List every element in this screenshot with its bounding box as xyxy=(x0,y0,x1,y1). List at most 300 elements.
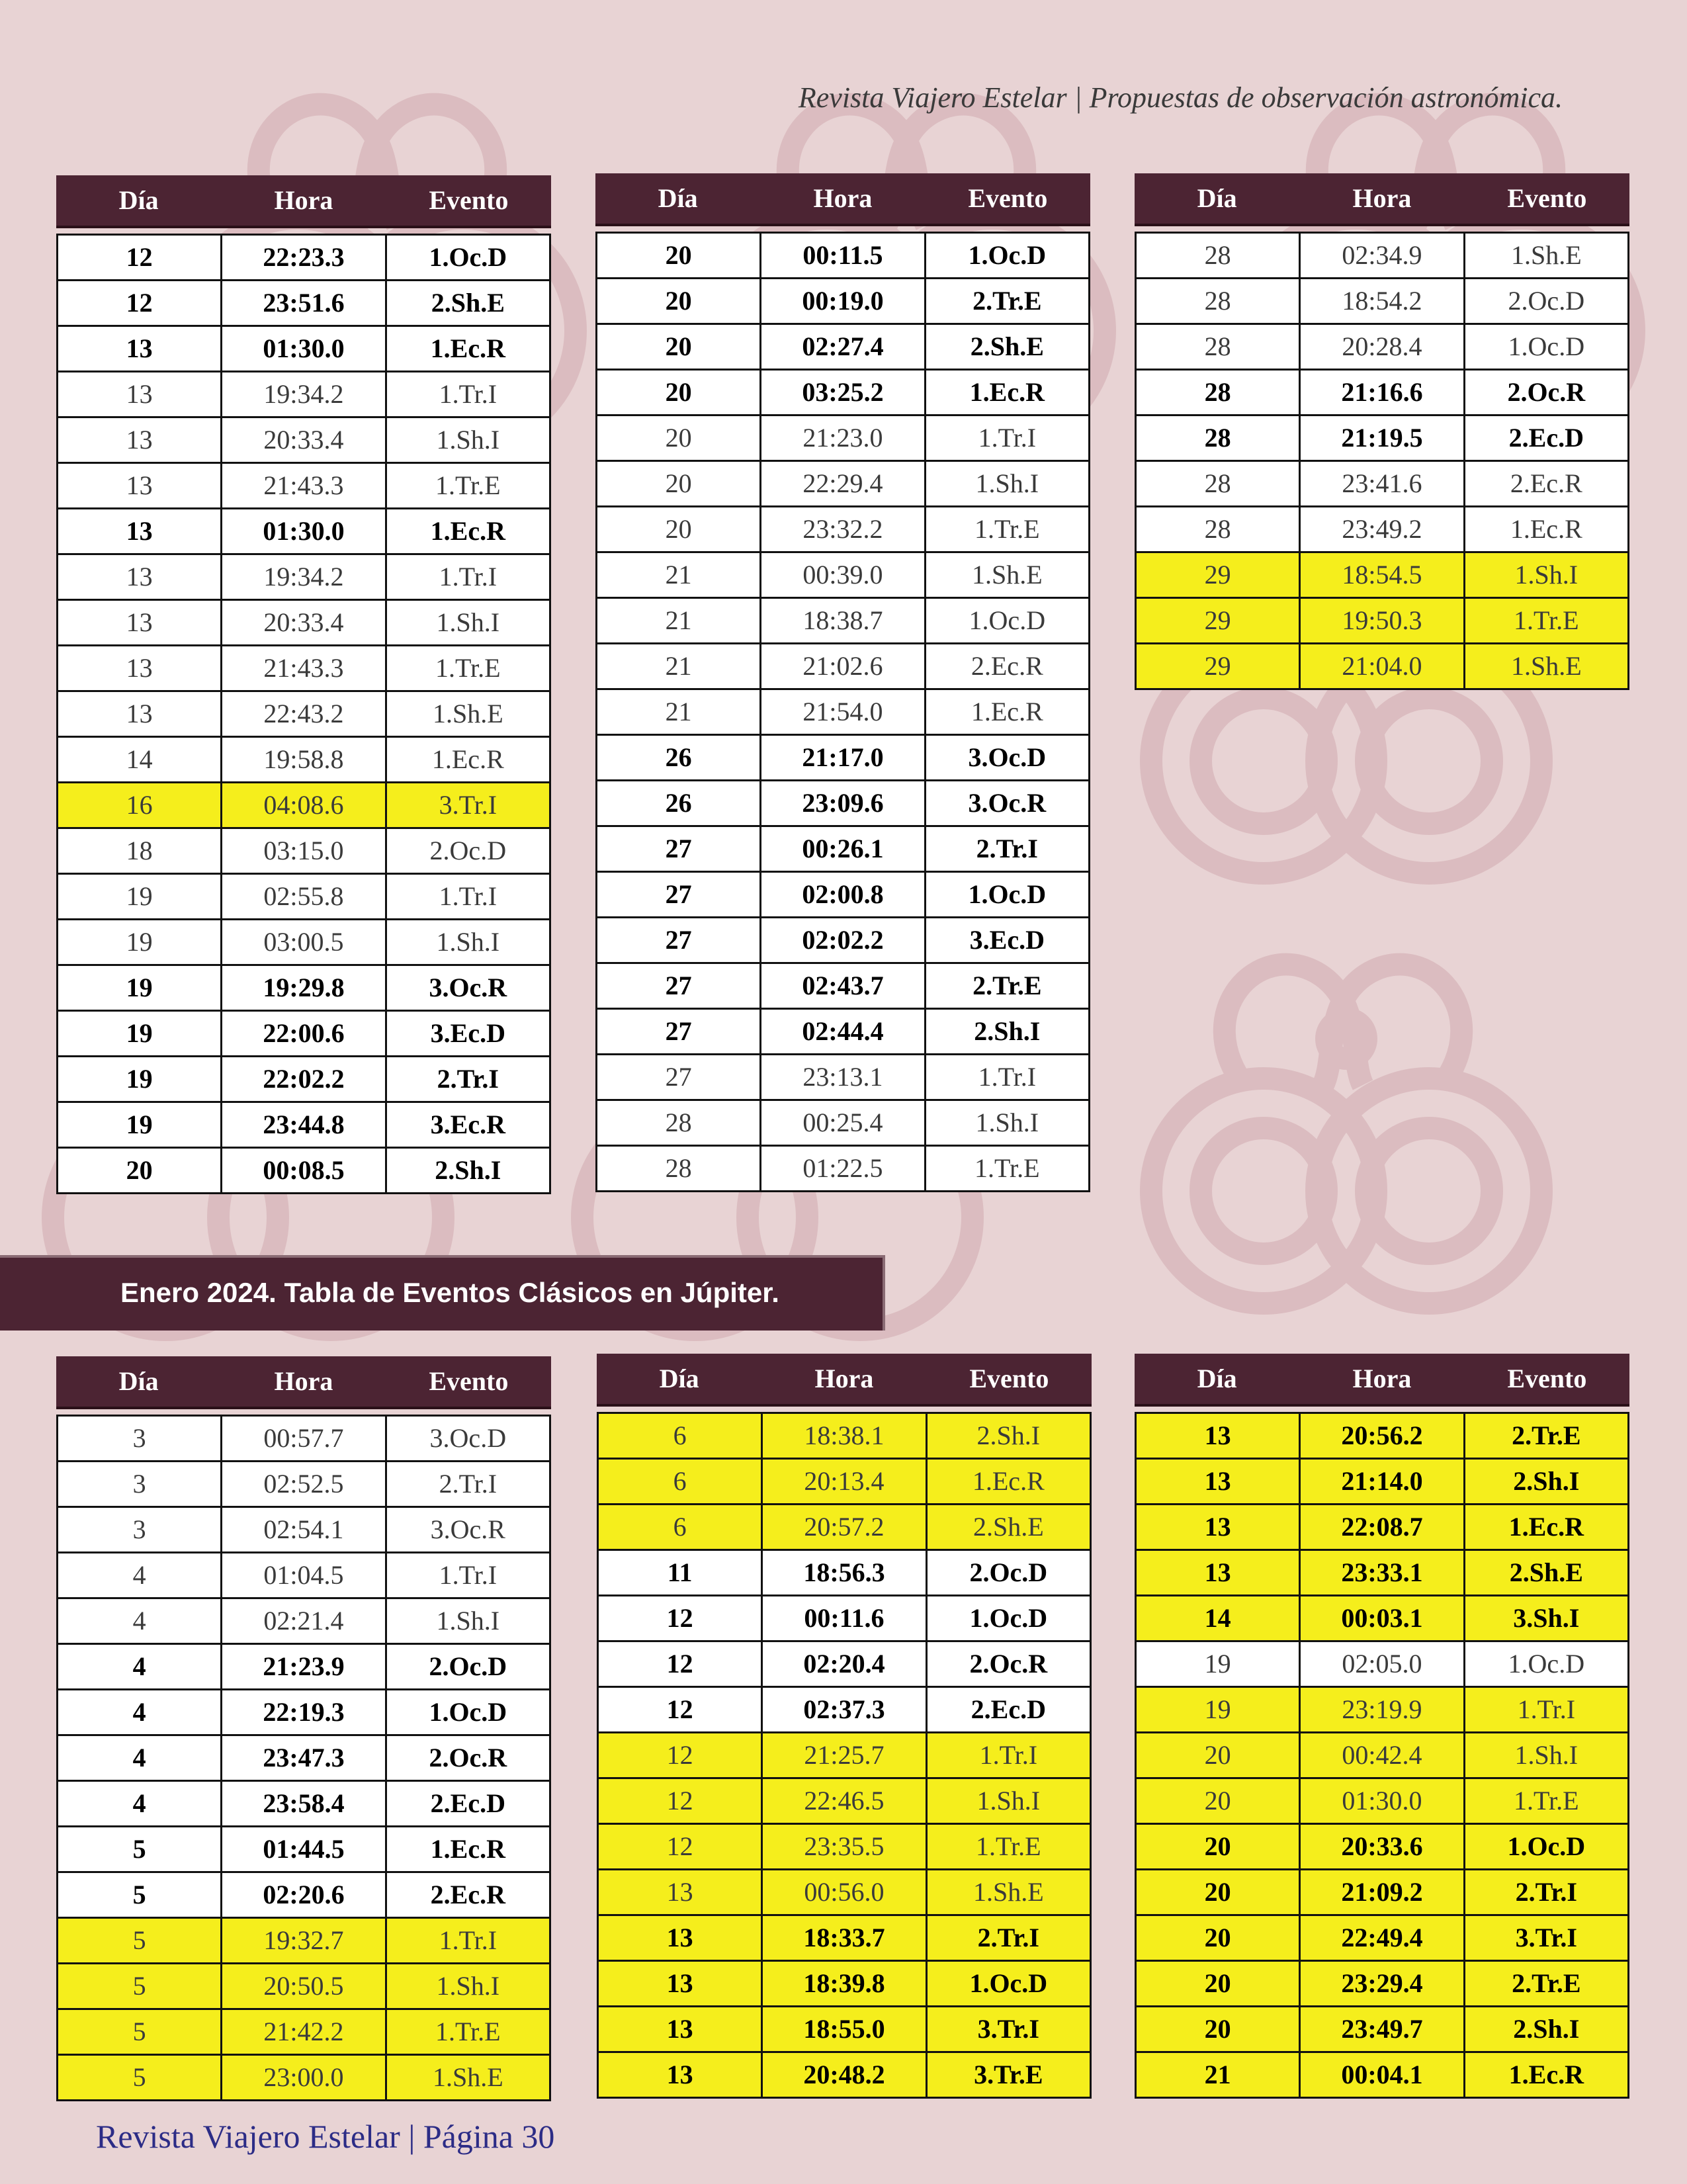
section-title-banner: Enero 2024. Tabla de Eventos Clásicos en Júpiter. xyxy=(0,1255,885,1331)
table-row xyxy=(597,736,1088,781)
event-cell: 2.Sh.E xyxy=(970,331,1044,361)
event-cell: 1.Tr.I xyxy=(978,1062,1037,1092)
day-cell: 20 xyxy=(597,234,761,277)
table-row xyxy=(1137,462,1627,507)
table-row xyxy=(1137,1460,1627,1505)
time-cell: 02:21.4 xyxy=(222,1599,386,1643)
day-cell: 12 xyxy=(58,236,222,279)
column-header: Día xyxy=(118,185,159,215)
time-cell: 19:58.8 xyxy=(222,738,386,781)
event-cell: 1.Oc.D xyxy=(1508,331,1585,361)
page-footer: Revista Viajero Estelar | Página 30 xyxy=(96,2118,555,2155)
table-row xyxy=(58,1012,549,1057)
time-cell: 01:30.0 xyxy=(222,509,386,553)
event-cell: 1.Sh.E xyxy=(971,560,1043,590)
time-cell: 23:58.4 xyxy=(222,1782,386,1825)
event-cell: 3.Oc.D xyxy=(429,1423,507,1453)
event-cell: 2.Tr.E xyxy=(973,971,1042,1000)
column-header: Evento xyxy=(1507,1364,1587,1393)
day-cell: 13 xyxy=(58,555,222,599)
time-cell: 23:44.8 xyxy=(222,1103,386,1147)
time-cell: 22:23.3 xyxy=(222,236,386,279)
time-cell: 03:25.2 xyxy=(761,371,926,414)
day-cell: 12 xyxy=(599,1825,763,1868)
table-row xyxy=(58,1599,549,1645)
table-row xyxy=(597,827,1088,873)
table-row xyxy=(1137,1551,1627,1596)
day-cell: 20 xyxy=(597,416,761,460)
table-body xyxy=(56,1415,551,2101)
event-cell: 2.Oc.R xyxy=(1507,377,1586,407)
table-row xyxy=(597,462,1088,507)
day-cell: 3 xyxy=(58,1417,222,1460)
event-cell: 1.Tr.E xyxy=(974,1153,1040,1183)
table-row xyxy=(58,1964,549,2010)
day-cell: 26 xyxy=(597,736,761,779)
column-header: Día xyxy=(118,1366,159,1396)
table-row xyxy=(58,1645,549,1690)
day-cell: 20 xyxy=(1137,1825,1301,1868)
day-cell: 12 xyxy=(599,1688,763,1731)
table-row xyxy=(599,1870,1090,1916)
table-row xyxy=(1137,234,1627,279)
day-cell: 29 xyxy=(1137,644,1301,688)
table-row xyxy=(58,1873,549,1919)
table-row xyxy=(599,1414,1090,1460)
day-cell: 29 xyxy=(1137,599,1301,642)
day-cell: 28 xyxy=(1137,371,1301,414)
time-cell: 21:16.6 xyxy=(1301,371,1465,414)
event-cell: 2.Ec.R xyxy=(971,651,1043,681)
day-cell: 28 xyxy=(1137,279,1301,323)
day-cell: 13 xyxy=(58,464,222,507)
table-row xyxy=(1137,1916,1627,1962)
event-cell: 2.Sh.I xyxy=(1513,1466,1580,1496)
day-cell: 21 xyxy=(597,690,761,734)
day-cell: 4 xyxy=(58,1690,222,1734)
day-cell: 13 xyxy=(58,601,222,644)
event-cell: 3.Oc.R xyxy=(968,788,1047,818)
day-cell: 6 xyxy=(599,1414,763,1458)
time-cell: 20:13.4 xyxy=(763,1460,927,1503)
table-row xyxy=(58,920,549,966)
table-row xyxy=(58,509,549,555)
event-cell: 1.Ec.R xyxy=(969,377,1045,407)
event-cell: 1.Tr.I xyxy=(978,423,1037,453)
time-cell: 21:02.6 xyxy=(761,644,926,688)
table-row xyxy=(597,644,1088,690)
time-cell: 18:54.5 xyxy=(1301,553,1465,597)
table-row xyxy=(1137,2007,1627,2053)
column-header: Día xyxy=(1197,183,1237,213)
event-cell: 1.Oc.D xyxy=(429,1697,507,1727)
day-cell: 20 xyxy=(58,1149,222,1192)
event-cell: 1.Tr.I xyxy=(979,1740,1038,1770)
table-row xyxy=(1137,1688,1627,1733)
event-cell: 1.Tr.E xyxy=(1514,605,1579,635)
time-cell: 00:56.0 xyxy=(763,1870,927,1914)
table-row xyxy=(58,601,549,646)
day-cell: 20 xyxy=(597,462,761,505)
event-cell: 1.Tr.E xyxy=(976,1831,1041,1861)
table-header xyxy=(1135,1354,1629,1404)
table-row xyxy=(1137,371,1627,416)
event-cell: 3.Oc.R xyxy=(429,973,507,1002)
event-cell: 2.Ec.R xyxy=(1510,468,1582,498)
table-row xyxy=(1137,1962,1627,2007)
time-cell: 00:11.5 xyxy=(761,234,926,277)
table-row xyxy=(58,738,549,783)
event-cell: 2.Tr.I xyxy=(977,1923,1039,1952)
time-cell: 21:43.3 xyxy=(222,464,386,507)
time-cell: 18:56.3 xyxy=(763,1551,927,1594)
table-row xyxy=(58,1057,549,1103)
time-cell: 22:46.5 xyxy=(763,1779,927,1823)
event-cell: 3.Ec.R xyxy=(430,1110,505,1139)
event-cell: 1.Ec.R xyxy=(972,1466,1045,1496)
table-body xyxy=(595,232,1090,1192)
table-row xyxy=(597,325,1088,371)
day-cell: 20 xyxy=(597,507,761,551)
table-row xyxy=(597,1101,1088,1147)
event-cell: 1.Sh.I xyxy=(436,607,500,637)
table-row xyxy=(597,371,1088,416)
day-cell: 20 xyxy=(1137,1870,1301,1914)
table-row xyxy=(1137,1733,1627,1779)
time-cell: 03:15.0 xyxy=(222,829,386,873)
event-cell: 2.Oc.D xyxy=(429,1651,507,1681)
table-row xyxy=(58,1149,549,1194)
time-cell: 02:37.3 xyxy=(763,1688,927,1731)
event-cell: 2.Oc.D xyxy=(1508,286,1585,316)
table-body xyxy=(56,234,551,1194)
day-cell: 13 xyxy=(58,372,222,416)
time-cell: 21:43.3 xyxy=(222,646,386,690)
day-cell: 21 xyxy=(597,599,761,642)
time-cell: 02:52.5 xyxy=(222,1462,386,1506)
table-row xyxy=(597,599,1088,644)
event-cell: 1.Tr.I xyxy=(439,1560,497,1590)
day-cell: 4 xyxy=(58,1736,222,1780)
table-row xyxy=(58,1417,549,1462)
day-cell: 13 xyxy=(599,1870,763,1914)
table-row xyxy=(597,1055,1088,1101)
time-cell: 00:03.1 xyxy=(1301,1596,1465,1640)
table-row xyxy=(58,1736,549,1782)
day-cell: 28 xyxy=(1137,507,1301,551)
day-cell: 27 xyxy=(597,918,761,962)
day-cell: 13 xyxy=(58,418,222,462)
event-cell: 1.Oc.D xyxy=(969,1603,1048,1633)
table-row xyxy=(1137,1825,1627,1870)
table-row xyxy=(58,2010,549,2056)
table-row xyxy=(597,1147,1088,1192)
day-cell: 20 xyxy=(597,371,761,414)
table-row xyxy=(1137,1870,1627,1916)
day-cell: 16 xyxy=(58,783,222,827)
table-row xyxy=(1137,1596,1627,1642)
day-cell: 27 xyxy=(597,873,761,916)
table-header xyxy=(597,1354,1092,1404)
event-cell: 2.Oc.D xyxy=(969,1557,1048,1587)
table-row xyxy=(1137,416,1627,462)
table-row xyxy=(58,327,549,372)
column-header: Día xyxy=(658,183,698,213)
event-cell: 1.Oc.D xyxy=(1507,1831,1586,1861)
page-header: Revista Viajero Estelar | Propuestas de observación astronómica. xyxy=(798,81,1563,114)
time-cell: 20:33.4 xyxy=(222,601,386,644)
time-cell: 20:48.2 xyxy=(763,2053,927,2097)
day-cell: 13 xyxy=(1137,1551,1301,1594)
time-cell: 22:00.6 xyxy=(222,1012,386,1055)
table-row xyxy=(1137,325,1627,371)
day-cell: 13 xyxy=(58,692,222,736)
event-cell: 1.Oc.D xyxy=(968,240,1047,270)
event-cell: 2.Sh.I xyxy=(974,1016,1041,1046)
time-cell: 18:33.7 xyxy=(763,1916,927,1960)
table-row xyxy=(58,966,549,1012)
day-cell: 5 xyxy=(58,2056,222,2099)
time-cell: 02:34.9 xyxy=(1301,234,1465,277)
day-cell: 13 xyxy=(58,509,222,553)
table-row xyxy=(597,1010,1088,1055)
time-cell: 00:39.0 xyxy=(761,553,926,597)
event-cell: 1.Sh.I xyxy=(436,1971,500,2001)
table-row xyxy=(58,1508,549,1553)
time-cell: 00:11.6 xyxy=(763,1596,927,1640)
day-cell: 28 xyxy=(1137,416,1301,460)
day-cell: 13 xyxy=(599,2053,763,2097)
event-cell: 2.Sh.E xyxy=(1509,1557,1583,1587)
event-cell: 1.Oc.D xyxy=(429,242,507,272)
event-cell: 3.Tr.E xyxy=(974,2060,1043,2089)
event-cell: 2.Sh.E xyxy=(431,288,505,318)
column-header: Día xyxy=(659,1364,699,1393)
event-cell: 1.Sh.E xyxy=(432,699,503,728)
events-table-2 xyxy=(595,173,1090,1192)
event-cell: 2.Oc.D xyxy=(429,836,507,865)
table-body xyxy=(1135,232,1629,690)
table-row xyxy=(1137,1779,1627,1825)
column-header: Hora xyxy=(814,1364,874,1393)
event-cell: 2.Sh.I xyxy=(435,1155,501,1185)
event-cell: 1.Ec.R xyxy=(431,744,504,774)
day-cell: 20 xyxy=(1137,1733,1301,1777)
time-cell: 23:51.6 xyxy=(222,281,386,325)
table-row xyxy=(1137,507,1627,553)
event-cell: 1.Ec.R xyxy=(1510,514,1582,544)
time-cell: 23:29.4 xyxy=(1301,1962,1465,2005)
day-cell: 6 xyxy=(599,1460,763,1503)
day-cell: 13 xyxy=(599,2007,763,2051)
table-row xyxy=(597,873,1088,918)
events-table-6 xyxy=(1135,1354,1629,2099)
table-row xyxy=(58,1782,549,1827)
day-cell: 6 xyxy=(599,1505,763,1549)
day-cell: 4 xyxy=(58,1782,222,1825)
table-row xyxy=(1137,2053,1627,2099)
time-cell: 18:38.7 xyxy=(761,599,926,642)
events-table-1 xyxy=(56,175,551,1194)
table-row xyxy=(58,1103,549,1149)
day-cell: 13 xyxy=(1137,1460,1301,1503)
table-row xyxy=(599,1962,1090,2007)
table-row xyxy=(597,918,1088,964)
time-cell: 02:54.1 xyxy=(222,1508,386,1551)
event-cell: 2.Ec.D xyxy=(971,1694,1046,1724)
time-cell: 21:19.5 xyxy=(1301,416,1465,460)
time-cell: 02:44.4 xyxy=(761,1010,926,1053)
event-cell: 2.Sh.I xyxy=(976,1420,1041,1450)
event-cell: 2.Sh.I xyxy=(1513,2014,1580,2044)
day-cell: 4 xyxy=(58,1645,222,1688)
day-cell: 21 xyxy=(597,553,761,597)
event-cell: 1.Tr.E xyxy=(974,514,1040,544)
time-cell: 19:34.2 xyxy=(222,555,386,599)
time-cell: 21:54.0 xyxy=(761,690,926,734)
events-table-5 xyxy=(597,1354,1092,2099)
table-row xyxy=(597,690,1088,736)
day-cell: 20 xyxy=(597,325,761,369)
column-header: Evento xyxy=(1507,183,1587,213)
time-cell: 23:49.7 xyxy=(1301,2007,1465,2051)
table-row xyxy=(1137,1642,1627,1688)
table-row xyxy=(1137,553,1627,599)
event-cell: 1.Tr.E xyxy=(435,470,501,500)
day-cell: 18 xyxy=(58,829,222,873)
table-row xyxy=(1137,1505,1627,1551)
event-cell: 1.Ec.R xyxy=(430,516,505,546)
event-cell: 3.Tr.I xyxy=(439,790,497,820)
table-row xyxy=(58,692,549,738)
day-cell: 12 xyxy=(599,1642,763,1686)
event-cell: 1.Tr.I xyxy=(439,881,497,911)
time-cell: 00:25.4 xyxy=(761,1101,926,1145)
table-row xyxy=(58,464,549,509)
event-cell: 1.Ec.R xyxy=(971,697,1043,726)
day-cell: 29 xyxy=(1137,553,1301,597)
day-cell: 19 xyxy=(58,1103,222,1147)
column-header: Hora xyxy=(274,185,333,215)
table-row xyxy=(599,1596,1090,1642)
time-cell: 00:08.5 xyxy=(222,1149,386,1192)
table-row xyxy=(58,372,549,418)
time-cell: 02:00.8 xyxy=(761,873,926,916)
table-row xyxy=(58,281,549,327)
table-row xyxy=(599,1551,1090,1596)
table-row xyxy=(597,781,1088,827)
event-cell: 1.Sh.E xyxy=(432,2062,503,2092)
day-cell: 13 xyxy=(1137,1505,1301,1549)
day-cell: 28 xyxy=(1137,325,1301,369)
day-cell: 19 xyxy=(58,920,222,964)
table-row xyxy=(599,1505,1090,1551)
day-cell: 5 xyxy=(58,1964,222,2008)
column-header: Evento xyxy=(429,1366,509,1396)
event-cell: 1.Oc.D xyxy=(968,879,1047,909)
column-header: Hora xyxy=(813,183,873,213)
time-cell: 20:56.2 xyxy=(1301,1414,1465,1458)
event-cell: 3.Sh.I xyxy=(1513,1603,1580,1633)
events-table-4 xyxy=(56,1356,551,2101)
event-cell: 1.Tr.I xyxy=(439,562,497,591)
table-row xyxy=(599,1642,1090,1688)
event-cell: 1.Tr.I xyxy=(439,1925,497,1955)
table-row xyxy=(58,1553,549,1599)
time-cell: 20:33.4 xyxy=(222,418,386,462)
time-cell: 21:23.0 xyxy=(761,416,926,460)
table-row xyxy=(58,236,549,281)
table-row xyxy=(597,507,1088,553)
day-cell: 28 xyxy=(597,1147,761,1190)
table-row xyxy=(58,783,549,829)
time-cell: 00:57.7 xyxy=(222,1417,386,1460)
event-cell: 1.Sh.I xyxy=(976,1786,1041,1815)
event-cell: 2.Oc.R xyxy=(429,1743,507,1772)
column-header: Evento xyxy=(969,1364,1049,1393)
event-cell: 2.Sh.E xyxy=(973,1512,1044,1542)
time-cell: 21:42.2 xyxy=(222,2010,386,2054)
time-cell: 21:14.0 xyxy=(1301,1460,1465,1503)
table-row xyxy=(1137,279,1627,325)
table-row xyxy=(58,1827,549,1873)
day-cell: 3 xyxy=(58,1508,222,1551)
time-cell: 02:20.6 xyxy=(222,1873,386,1917)
time-cell: 22:02.2 xyxy=(222,1057,386,1101)
day-cell: 21 xyxy=(1137,2053,1301,2097)
day-cell: 27 xyxy=(597,1010,761,1053)
time-cell: 01:44.5 xyxy=(222,1827,386,1871)
time-cell: 23:19.9 xyxy=(1301,1688,1465,1731)
day-cell: 19 xyxy=(58,1057,222,1101)
event-cell: 1.Ec.R xyxy=(1508,1512,1584,1542)
column-header: Hora xyxy=(274,1366,333,1396)
table-row xyxy=(1137,644,1627,690)
time-cell: 02:20.4 xyxy=(763,1642,927,1686)
time-cell: 21:04.0 xyxy=(1301,644,1465,688)
time-cell: 23:35.5 xyxy=(763,1825,927,1868)
time-cell: 19:29.8 xyxy=(222,966,386,1010)
table-body xyxy=(1135,1412,1629,2099)
event-cell: 1.Ec.R xyxy=(1508,2060,1584,2089)
column-header: Hora xyxy=(1352,183,1412,213)
event-cell: 2.Tr.I xyxy=(976,834,1038,863)
table-header xyxy=(56,175,551,226)
event-cell: 2.Ec.R xyxy=(430,1880,505,1909)
table-body xyxy=(597,1412,1092,2099)
time-cell: 02:02.2 xyxy=(761,918,926,962)
day-cell: 12 xyxy=(58,281,222,325)
time-cell: 19:34.2 xyxy=(222,372,386,416)
time-cell: 23:09.6 xyxy=(761,781,926,825)
table-row xyxy=(58,2056,549,2101)
column-header: Evento xyxy=(429,185,509,215)
time-cell: 22:19.3 xyxy=(222,1690,386,1734)
time-cell: 02:05.0 xyxy=(1301,1642,1465,1686)
day-cell: 20 xyxy=(1137,2007,1301,2051)
event-cell: 1.Sh.E xyxy=(1510,240,1582,270)
table-row xyxy=(599,1779,1090,1825)
table-row xyxy=(599,1916,1090,1962)
day-cell: 21 xyxy=(597,644,761,688)
time-cell: 22:49.4 xyxy=(1301,1916,1465,1960)
event-cell: 2.Oc.R xyxy=(969,1649,1048,1679)
table-header xyxy=(595,173,1090,224)
day-cell: 5 xyxy=(58,1873,222,1917)
table-row xyxy=(58,829,549,875)
column-header: Hora xyxy=(1352,1364,1412,1393)
table-row xyxy=(599,1733,1090,1779)
